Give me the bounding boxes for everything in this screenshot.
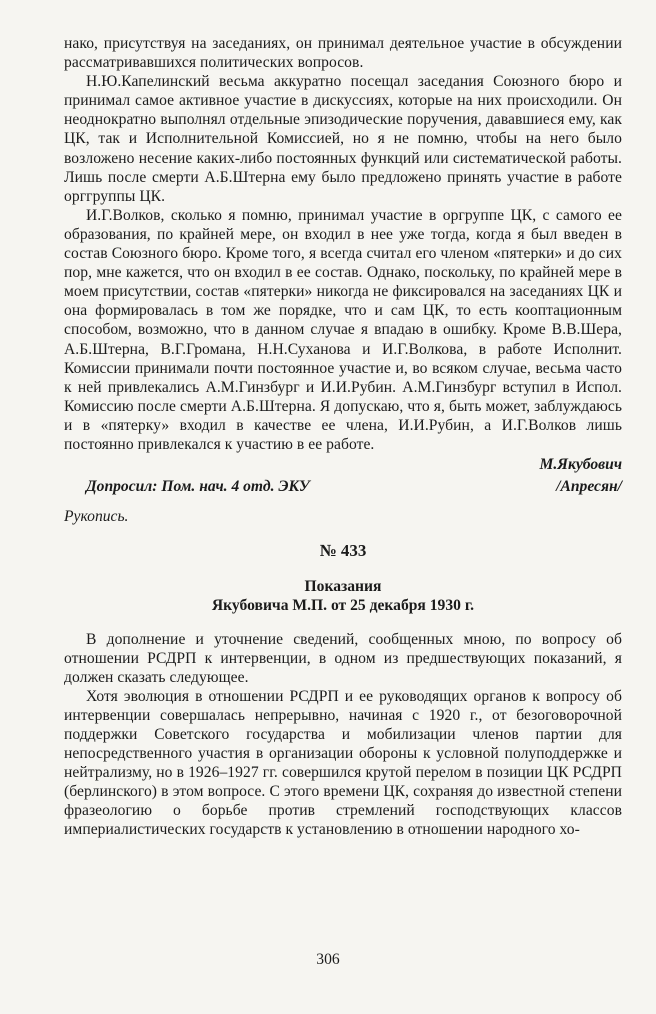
- text-block-top: [64, 34, 622, 454]
- document-title-line-1: Показания: [304, 578, 382, 596]
- interrogator-name: /Апресян/: [556, 478, 622, 496]
- spacer: [64, 616, 622, 630]
- interrogation-line: [64, 477, 622, 496]
- text-block-bottom: [64, 630, 622, 840]
- signature: М.Якубович: [539, 456, 622, 474]
- source-note: Рукопись.: [64, 508, 129, 526]
- paragraph-evolution: Хотя эволюция в отношении РСДРП и ее руководящих органов к вопросу об интервенции совершалась непрерывно, начиная с 1920 г., от безоговорочной поддержки Советского государства и мобилизации членов партии для непосредственного участия в организации обороны к условной полуподдержке и нейтрализму, но в 1926–1927 гг. совершился крутой перелом в позиции ЦК РСДРП (берлинского) в этом вопросе. С этого времени ЦК, сохраняя до известной степени фразеологию о борьбе против стремлений господствующих классов империалистических государств к установлению в отношении народного хо-: [64, 687, 622, 839]
- document-number: № 433: [319, 541, 367, 561]
- document-title: [64, 577, 622, 615]
- document-title-line-2: Якубовича М.П. от 25 декабря 1930 г.: [211, 597, 475, 615]
- paragraph-kapelinsky: Н.Ю.Капелинский весьма аккуратно посещал заседания Союзного бюро и принимал самое активное участие в дискуссиях, которые на них происходили. Он неоднократно выполнял отдельные эпизодические поручения, дававшиеся ему, как ЦК, так и Исполнительной Комиссией, но я не помню, чтобы на него было возложено несение каких-либо постоянных функций или систематической работы. Лишь после смерти А.Б.Штерна ему было предложено принять участие в работе орггруппы ЦК.: [64, 73, 622, 205]
- interrogator-label: Допросил: Пом. нач. 4 отд. ЭКУ: [86, 478, 310, 496]
- page-number: 306: [316, 951, 340, 968]
- paragraph-intro: В дополнение и уточнение сведений, сообщенных мною, по вопросу об отношении РСДРП к интервенции, в одном из предшествующих показаний, я должен сказать следующее.: [64, 630, 622, 686]
- paragraph-continuation: нако, присутствуя на заседаниях, он принимал деятельное участие в обсуждении рассматривавшихся политических вопросов.: [64, 35, 622, 72]
- paragraph-volkov: И.Г.Волков, сколько я помню, принимал участие в оргруппе ЦК, с самого ее образования, по крайней мере, он входил в нее уже тогда, когда я был введен в состав Союзного бюро. Кроме того, я всегда считал его членом «пятерки» и до сих пор, мне кажется, что он входил в ее состав. Однако, поскольку, по крайней мере в моем присутствии, состав «пятерки» никогда не фиксировался на заседаниях ЦК и она формировалась в том же порядке, что и сам ЦК, то есть кооптационным способом, возможно, что в данном случае я впадаю в ошибку. Кроме В.В.Шера, А.Б.Штерна, В.Г.Громана, Н.Н.Суханова и И.Г.Волкова, в работе Исполнит. Комиссии принимали почти постоянное участие и, во всяком случае, весьма часто к ней привлекались А.М.Гинзбург и И.И.Рубин. А.М.Гинзбург вступил в Испол. Комиссию после смерти А.Б.Штерна. Я допускаю, что я, быть может, заблуждаюсь и в «пятерку» входил в качестве ее члена, И.И.Рубин, а И.Г.Волков лишь постоянно привлекался к участию в ее работе.: [64, 206, 622, 453]
